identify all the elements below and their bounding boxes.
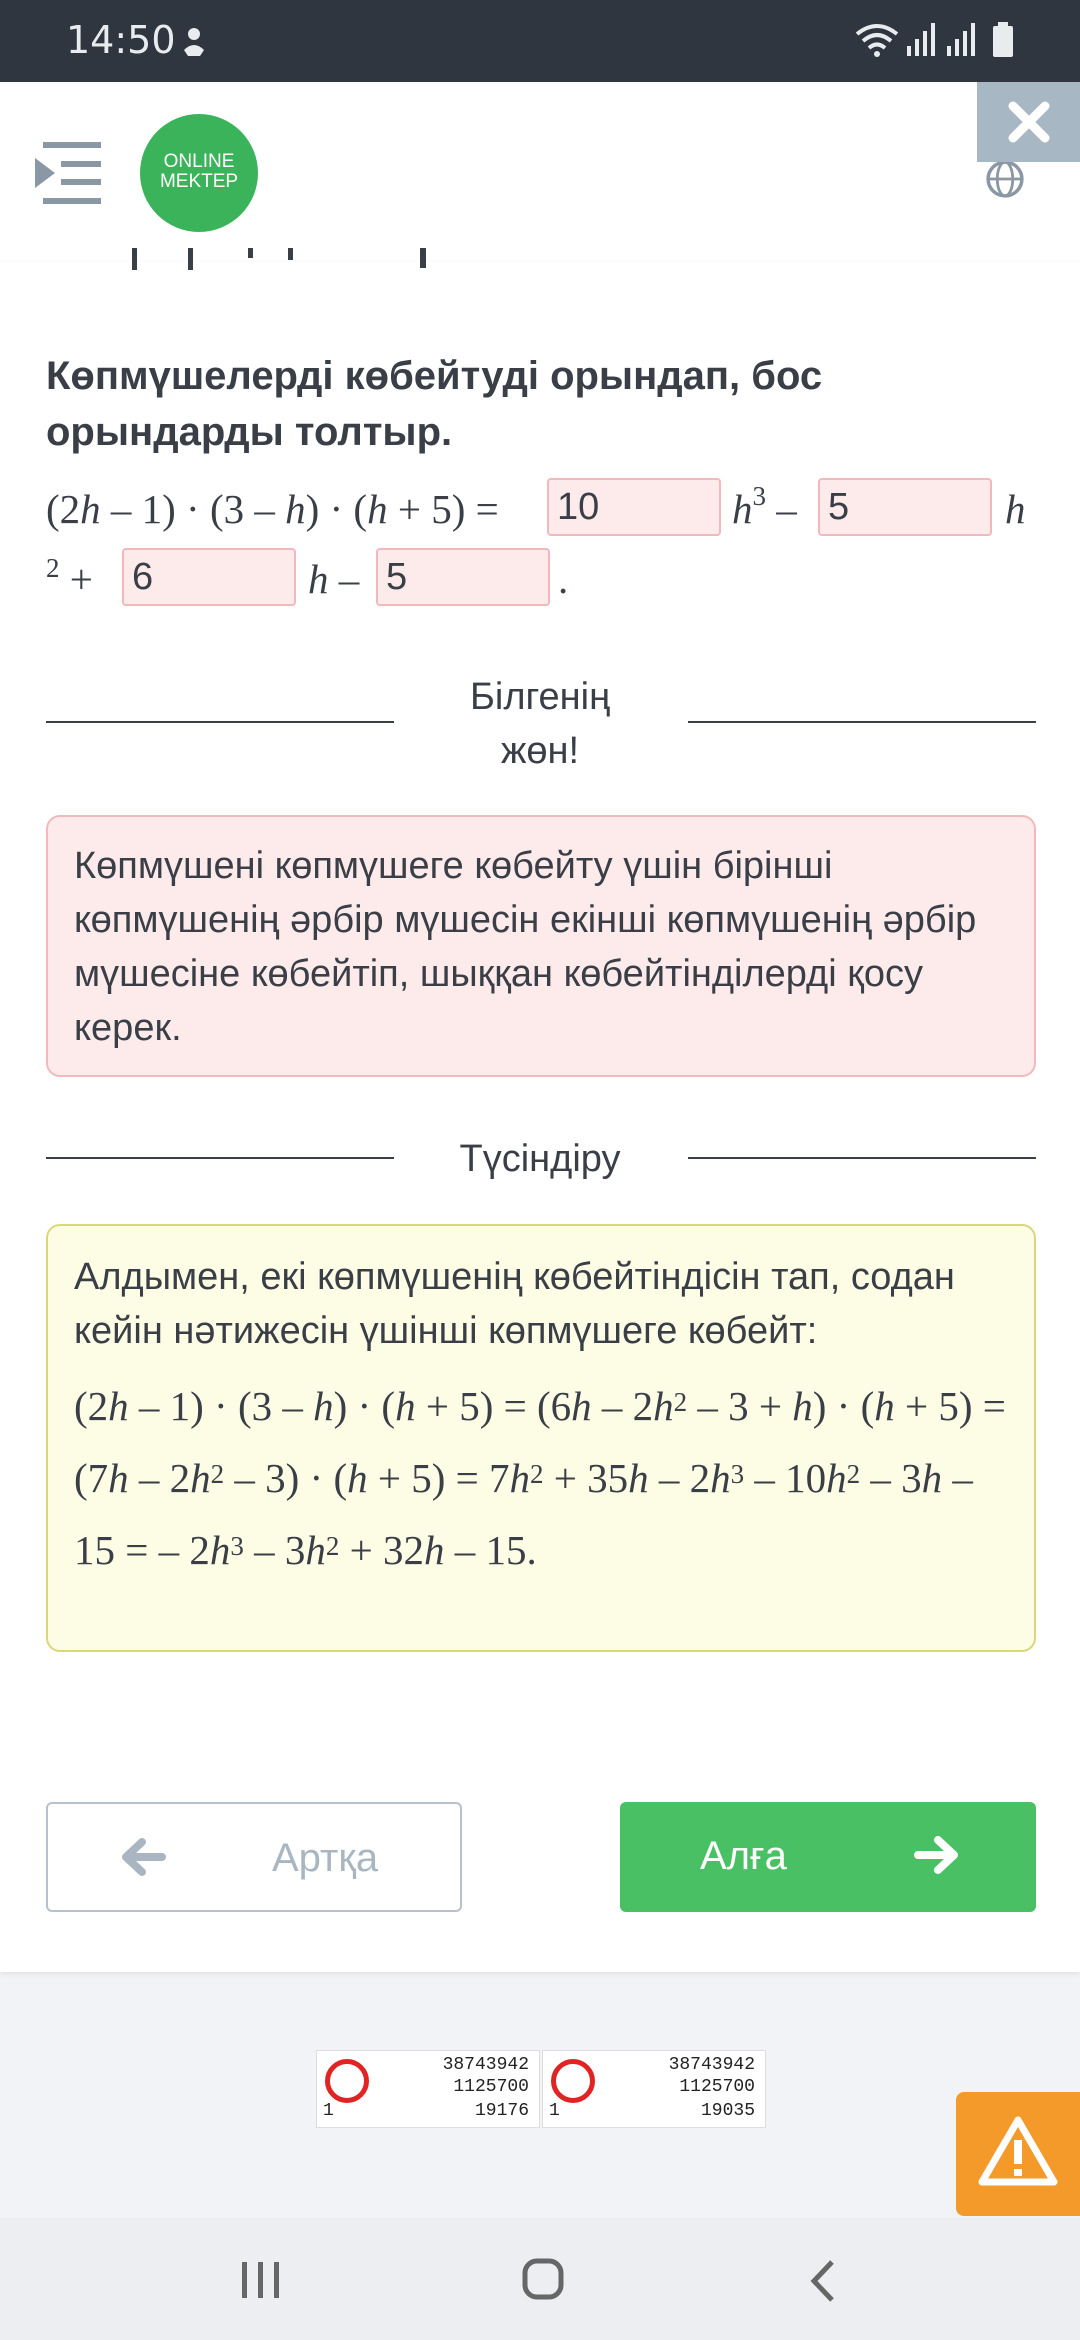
ad-banner-2[interactable] — [542, 2050, 766, 2128]
explanation-text: Алдымен, екі көпмүшенің көбейтіндісін тап, содан кейін нәтижесін үшінші көпмүшеге көбейт: — [74, 1256, 955, 1352]
term-h: h — [1005, 486, 1026, 532]
system-nav-bar — [0, 2218, 1080, 2340]
explanation-box — [46, 1224, 1036, 1652]
answer-field-3[interactable]: 6 — [122, 548, 296, 606]
notification-icon — [180, 26, 208, 58]
report-problem-button[interactable] — [956, 2092, 1080, 2216]
term-h-minus: h – — [308, 556, 360, 602]
term-h-cubed: $h^3$ – — [732, 481, 797, 532]
next-label: Алға — [700, 1834, 787, 1878]
equation-left-side: (2h – 1) · (3 – h) · (h + 5) = — [46, 486, 499, 532]
know-title-line1: Білгенің — [469, 676, 611, 718]
back-button[interactable] — [46, 1802, 462, 1912]
online-mektep-logo[interactable] — [140, 114, 258, 232]
close-icon — [1007, 100, 1051, 144]
status-bar — [0, 0, 1080, 82]
signal-icon — [905, 22, 935, 56]
scrolled-text-remnant — [48, 248, 468, 272]
globe-icon[interactable] — [978, 160, 1032, 198]
warning-icon — [978, 2114, 1058, 2188]
next-button[interactable] — [620, 1802, 1036, 1912]
back-nav-icon[interactable] — [808, 2258, 838, 2304]
divider-left — [46, 721, 394, 723]
explanation-math: $(2h - 1) \cdot (3 - h) \cdot (h + 5) = (6h - 2h^2 - 3 + h) \cdot (h + 5) = (7h - 2h^2 - 3) \cdot (h + 5) = 7h^2 + 35h - 2h^3 - 10h^2 - 3h - 15$ = – $2h^3 - 3h^2 + 32h - 15$. — [74, 1383, 1006, 1573]
ad-number: 1 — [323, 2101, 334, 2121]
ad-number: 38743942 — [442, 2055, 529, 2075]
explanation-title: Түсіндіру — [459, 1138, 621, 1180]
equation-period: . — [558, 556, 569, 602]
know-box: Көпмүшені көпмүшеге көбейту үшін бірінші көпмүшенің әрбір мүшесін екінші көпмүшенің әрбір мүшесіне көбейтіп, шыққан көбейтінділерді қосу керек. — [46, 815, 1036, 1077]
ad-circle-icon — [325, 2059, 369, 2103]
ad-number: 19176 — [474, 2101, 529, 2121]
divider-left-2 — [46, 1157, 394, 1159]
ad-number: 38743942 — [668, 2055, 755, 2075]
arrow-right-icon — [914, 1832, 960, 1878]
divider-right-2 — [688, 1157, 1036, 1159]
ad-number: 1125700 — [453, 2077, 529, 2097]
back-label: Артқа — [272, 1836, 379, 1880]
close-button[interactable] — [977, 82, 1080, 162]
logo-line2: MEKTEP — [159, 171, 239, 192]
status-time: 14:50 — [66, 18, 176, 62]
ad-circle-icon — [551, 2059, 595, 2103]
ad-number: 1 — [549, 2101, 560, 2121]
battery-icon — [992, 22, 1014, 58]
home-icon[interactable] — [522, 2258, 564, 2300]
answer-field-2[interactable]: 5 — [818, 478, 992, 536]
wifi-icon — [855, 22, 899, 58]
logo-line1: ONLINE — [163, 151, 235, 172]
divider-right — [688, 721, 1036, 723]
signal-icon-2 — [945, 22, 975, 56]
answer-field-4[interactable]: 5 — [376, 548, 550, 606]
arrow-left-icon — [120, 1834, 166, 1880]
know-title — [400, 670, 680, 778]
ad-number: 1125700 — [679, 2077, 755, 2097]
know-title-line2: жөн! — [500, 730, 580, 772]
answer-field-1[interactable]: 10 — [547, 478, 721, 536]
term-exp-plus: $^2$ + — [46, 553, 93, 602]
ad-banner-1[interactable] — [316, 2050, 540, 2128]
task-instruction: Көпмүшелерді көбейтуді орындап, бос орындарды толтыр. — [46, 354, 823, 454]
ad-number: 19035 — [700, 2101, 755, 2121]
recent-apps-icon[interactable] — [240, 2260, 282, 2300]
menu-icon[interactable] — [33, 140, 103, 206]
